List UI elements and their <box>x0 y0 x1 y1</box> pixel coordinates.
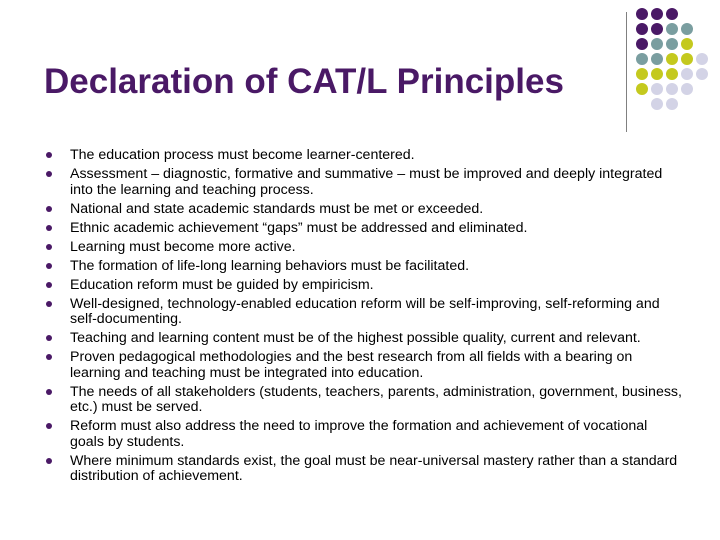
bullet-item <box>44 385 684 416</box>
decorative-dot-teal <box>651 38 663 50</box>
bullet-dot-icon <box>46 282 52 288</box>
decorative-dot-purple <box>651 23 663 35</box>
bullet-text: National and state academic standards must be met or exceeded. <box>70 200 484 217</box>
title-divider-line <box>626 12 627 132</box>
bullet-dot-icon <box>46 354 52 360</box>
bullet-item <box>44 148 684 164</box>
decorative-dot-lavender <box>696 53 708 65</box>
bullet-text: Education reform must be guided by empiricism. <box>70 276 374 293</box>
bullet-item <box>44 454 684 485</box>
decorative-dot-purple <box>666 8 678 20</box>
bullet-text: Well-designed, technology-enabled education reform will be self-improving, self-reforming and self-documenting. <box>70 295 660 327</box>
bullet-text: Proven pedagogical methodologies and the best research from all fields with a bearing on learning and teaching must be integrated into education. <box>70 349 633 381</box>
decorative-dot-lime <box>681 38 693 50</box>
decorative-dot-lavender <box>681 68 693 80</box>
bullet-text: Reform must also address the need to improve the formation and achievement of vocational goals by students. <box>70 418 648 450</box>
bullet-dot-icon <box>46 335 52 341</box>
bullet-text: Teaching and learning content must be of the highest possible quality, current and relevant. <box>70 330 641 346</box>
decorative-dot-lime <box>681 53 693 65</box>
decorative-dot-lavender <box>651 83 663 95</box>
bullet-text: Ethnic academic achievement “gaps” must be addressed and eliminated. <box>70 219 528 236</box>
bullet-text: Assessment – diagnostic, formative and summative – must be improved and deeply integrated into the learning and teaching process. <box>70 166 663 198</box>
bullet-item <box>44 331 684 347</box>
bullet-dot-icon <box>46 225 52 231</box>
decorative-dot-lavender <box>666 98 678 110</box>
bullet-dot-icon <box>46 206 52 212</box>
decorative-dot-purple <box>636 8 648 20</box>
decorative-dot-lavender <box>696 68 708 80</box>
bullet-text: The needs of all stakeholders (students, teachers, parents, administration, government, business, etc.) must be served. <box>70 383 682 415</box>
bullet-item <box>44 419 684 450</box>
bullet-dot-icon <box>46 423 52 429</box>
bullet-dot-icon <box>46 152 52 158</box>
decorative-dot-teal <box>666 23 678 35</box>
bullet-text: The education process must become learner-centered. <box>70 147 415 163</box>
decorative-dot-lime <box>666 68 678 80</box>
bullet-item <box>44 240 684 256</box>
decorative-dot-lime <box>666 53 678 65</box>
bullet-dot-icon <box>46 263 52 269</box>
decorative-dot-purple <box>636 38 648 50</box>
decorative-dot-teal <box>651 53 663 65</box>
decorative-dot-grid <box>636 8 718 120</box>
bullet-item <box>44 259 684 275</box>
decorative-dot-teal <box>666 38 678 50</box>
bullet-text: Learning must become more active. <box>70 238 296 255</box>
bullet-item <box>44 202 684 218</box>
decorative-dot-lavender <box>651 98 663 110</box>
decorative-dot-lime <box>651 68 663 80</box>
bullet-item <box>44 297 684 328</box>
decorative-dot-lavender <box>681 83 693 95</box>
bullet-dot-icon <box>46 301 52 307</box>
decorative-dot-lime <box>636 83 648 95</box>
bullet-item <box>44 167 684 198</box>
bullet-item <box>44 278 684 294</box>
bullet-text: Where minimum standards exist, the goal must be near-universal mastery rather than a standard distribution of achievement. <box>70 452 678 484</box>
decorative-dot-purple <box>651 8 663 20</box>
decorative-dot-teal <box>681 23 693 35</box>
bullet-dot-icon <box>46 458 52 464</box>
bullet-dot-icon <box>46 244 52 250</box>
decorative-dot-teal <box>636 53 648 65</box>
bullet-text: The formation of life-long learning behaviors must be facilitated. <box>70 257 470 274</box>
bullet-item <box>44 350 684 381</box>
bullet-item <box>44 221 684 237</box>
decorative-dot-lime <box>636 68 648 80</box>
decorative-dot-purple <box>636 23 648 35</box>
bullet-list <box>44 148 684 488</box>
bullet-dot-icon <box>46 389 52 395</box>
bullet-dot-icon <box>46 171 52 177</box>
decorative-dot-lavender <box>666 83 678 95</box>
slide-title: Declaration of CAT/L Principles <box>44 62 564 101</box>
